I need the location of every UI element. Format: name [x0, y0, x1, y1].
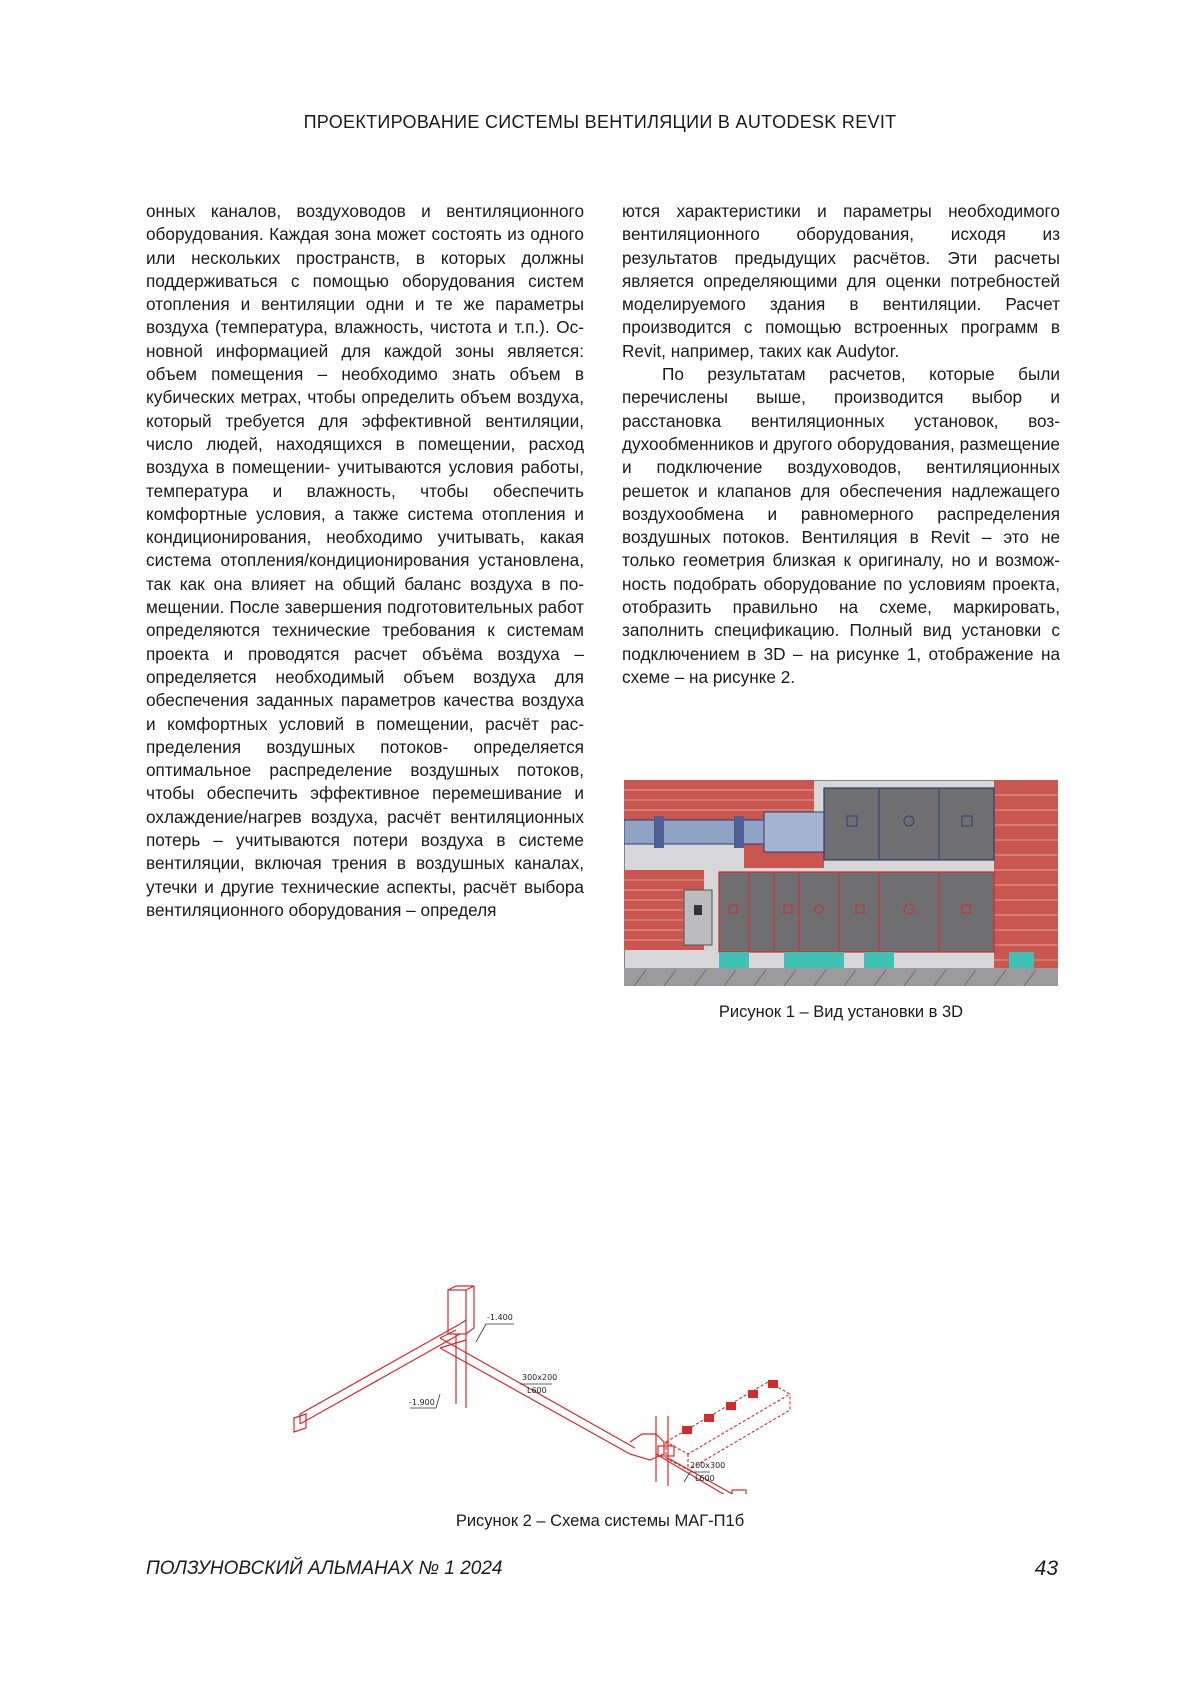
dimension-label: L600	[695, 1474, 715, 1483]
dimension-label: 300x200	[522, 1373, 558, 1382]
dimension-label: 200x300	[690, 1461, 726, 1470]
figure-1-3d-view	[624, 780, 1058, 986]
duct-flange	[654, 816, 664, 848]
left-column	[146, 200, 584, 922]
dimension-label: L600	[527, 1386, 547, 1395]
duct-flange	[734, 816, 744, 848]
figure-2-caption: Рисунок 2 – Схема системы МАГ-П1б	[455, 1512, 745, 1530]
base-block	[864, 952, 894, 968]
control-panel	[684, 890, 712, 945]
body-paragraph: ются характеристики и параметры необходимого вентиляционного оборудования, исходя из результатов предыдущих расчётов. Эти расчеты является определяющими для оценки потребностей моделируемого здания в вентиляции. Расчет производится с помощью встроенных программ в Revit, например, таких как Audytor.	[622, 201, 1060, 361]
dimension-label: -1.900	[409, 1398, 435, 1407]
body-paragraph: онных каналов, воздуховодов и вентиляционного оборудования. Каждая зона может состоять из одного или нескольких пространств, в которых должны поддерживаться с помощью оборудования систем отопления и вентиляции одни и те же параметры воздуха (температура, влажность, чистота и т.п.). Основной информацией для каждой зоны является: объем помещения – необходимо знать объем в кубических метрах, чтобы определить объем воздуха, который требуется для эффективной вентиляции, число людей, находящихся в помещении, расход воздуха в помещении- учитываются условия работы, температура и влажность, чтобы обеспечить комфортные условия, а также система отопления и кондиционирования, необходимо учитывать, какая система отопления/кондиционирования установлена, так как она влияет на общий баланс воздуха в помещении. После завершения подготовительных работ определяются технические требования к системам проекта и проводятся расчет объёма воздуха – определяется необходимый объем воздуха для обеспечения заданных параметров качества воздуха и комфортных условий в помещении, расчёт распределения воздушных потоков- определяется оптимальное распределение воздушных потоков, чтобы обеспечить эффективное перемешивание и охлаждение/нагрев воздуха, расчёт вентиляционных потерь – учитываются потери воздуха в системе вентиляции, включая трения в воздушных каналах, утечки и другие технические аспекты, расчёт выбора вентиляционного оборудования – определя	[146, 201, 584, 920]
base-block	[1009, 952, 1034, 968]
base-block	[719, 952, 749, 968]
body-paragraph: По результатам расчетов, которые были перечислены выше, производится выбор и расстановка вентиляционных установок, воздухообменников и другого оборудования, размещение и подключение воздуховодов, вентиляционных решеток и клапанов для обеспечения надлежащего воздухообмена и равномерного распределения воздушных потоков. Вентиляция в Revit – это не только геометрия близкая к оригиналу, но и возможность подобрать оборудование по условиям проекта, отобразить правильно на схеме, маркировать, заполнить спецификацию. Полный вид установки с подключением в 3D – на рисунке 1, отображение на схеме – на рисунке 2.	[622, 364, 1060, 687]
running-header: ПРОЕКТИРОВАНИЕ СИСТЕМЫ ВЕНТИЛЯЦИИ В AUTODESK REVIT	[303, 112, 897, 132]
brick-wall	[994, 780, 1058, 970]
journal-footer: ПОЛЗУНОВСКИЙ АЛЬМАНАХ № 1 2024	[146, 1558, 503, 1579]
figure-1-caption: Рисунок 1 – Вид установки в 3D	[718, 1003, 964, 1021]
page-number: 43	[1034, 1557, 1058, 1580]
right-column	[622, 200, 1060, 689]
upper-unit	[824, 788, 994, 860]
round-duct	[764, 812, 824, 852]
floor	[624, 968, 1058, 986]
figure-2-schematic	[290, 1062, 930, 1494]
base-block	[784, 952, 844, 968]
dimension-label: -1.400	[487, 1313, 513, 1322]
